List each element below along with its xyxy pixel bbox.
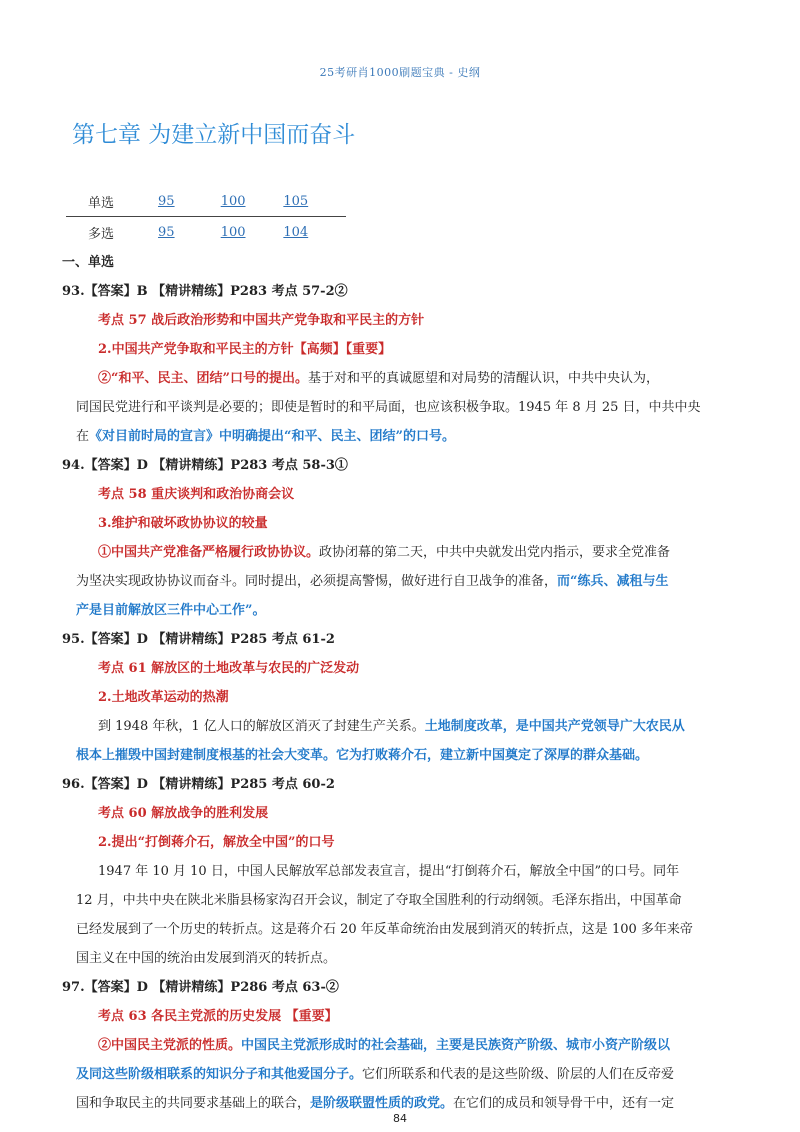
body-text: 它们所联系和代表的是这些阶级、阶层的人们在反帝爱	[362, 1067, 675, 1082]
paragraph-line	[76, 538, 726, 567]
main-content	[62, 248, 726, 1118]
page-link[interactable]: 105	[283, 193, 309, 209]
highlight-red: ②“和平、民主、团结”口号的提出。	[98, 371, 308, 386]
sub-heading: 2.土地改革运动的热潮	[98, 690, 229, 705]
body-text: 为坚决实现政协协议而奋斗。同时提出，必须提高警惕，做好进行自卫战争的准备，	[76, 574, 558, 589]
answer-line: 96.【答案】D 【精讲精练】P285 考点 60-2	[62, 777, 335, 792]
summary-table	[66, 186, 346, 247]
paragraph-line: 产是目前解放区三件中心工作”。	[76, 603, 266, 618]
body-text: 国和争取民主的共同要求基础上的联合，	[76, 1096, 311, 1111]
highlight-blue: 《对目前时局的宣言》中明确提出“和平、民主、团结”的口号。	[89, 429, 455, 444]
paragraph-line	[76, 567, 726, 596]
paragraph-line	[76, 422, 726, 451]
kaodian-heading: 考点 61 解放区的土地改革与农民的广泛发动	[98, 661, 360, 676]
sub-heading: 2.提出“打倒蒋介石，解放全中国”的口号	[98, 835, 335, 850]
page-header: 25考研肖1000刷题宝典 - 史纲	[319, 66, 481, 79]
body-text: 政协闭幕的第二天，中共中央就发出党内指示，要求全党准备	[319, 545, 671, 560]
highlight-blue: 及同这些阶级相联系的知识分子和其他爱国分子。	[76, 1067, 363, 1082]
table-row	[66, 186, 346, 217]
page-link[interactable]: 100	[220, 224, 246, 240]
highlight-blue: 而“练兵、减租与生	[557, 574, 669, 589]
kaodian-heading: 考点 63 各民主党派的历史发展 【重要】	[98, 1009, 338, 1024]
sub-heading: 2.中国共产党争取和平民主的方针【高频】【重要】	[98, 342, 392, 357]
kaodian-heading: 考点 58 重庆谈判和政治协商会议	[98, 487, 295, 502]
paragraph-line: 12 月，中共中央在陕北米脂县杨家沟召开会议，制定了夺取全国胜利的行动纲领。毛泽东指出，中国革命	[76, 893, 682, 908]
paragraph-line	[76, 712, 726, 741]
paragraph-line	[76, 1031, 726, 1060]
kaodian-heading: 考点 57 战后政治形势和中国共产党争取和平民主的方针	[98, 313, 425, 328]
row-label: 单选	[88, 195, 115, 211]
paragraph-line: 已经发展到了一个历史的转折点。这是蒋介石 20 年反革命统治由发展到消灭的转折点，这是 100 多年来帝	[76, 922, 693, 937]
page-link[interactable]: 95	[158, 224, 175, 240]
body-text: 在	[76, 429, 90, 444]
page-link[interactable]: 100	[220, 193, 246, 209]
body-text: 到 1948 年秋，1 亿人口的解放区消灭了封建生产关系。	[98, 719, 425, 734]
answer-line: 95.【答案】D 【精讲精练】P285 考点 61-2	[62, 632, 335, 647]
section-heading: 一、单选	[62, 255, 115, 270]
table-row	[66, 217, 346, 247]
sub-heading: 3.维护和破坏政协协议的较量	[98, 516, 268, 531]
highlight-red: ①中国共产党准备严格履行政协协议。	[98, 545, 320, 560]
answer-line: 93.【答案】B 【精讲精练】P283 考点 57-2②	[62, 284, 348, 299]
row-label: 多选	[88, 226, 115, 242]
paragraph-line	[76, 364, 726, 393]
paragraph-line	[76, 1060, 726, 1089]
paragraph-line: 1947 年 10 月 10 日，中国人民解放军总部发表宣言，提出“打倒蒋介石，解放全中国”的口号。同年	[98, 864, 680, 879]
highlight-red: ②中国民主党派的性质。	[98, 1038, 242, 1053]
answer-line: 94.【答案】D 【精讲精练】P283 考点 58-3①	[62, 458, 348, 473]
answer-line: 97.【答案】D 【精讲精练】P286 考点 63-②	[62, 980, 339, 995]
highlight-blue: 土地制度改革，是中国共产党领导广大农民从	[424, 719, 685, 734]
page-link[interactable]: 104	[283, 224, 309, 240]
body-text: 在它们的成员和领导骨干中，还有一定	[453, 1096, 675, 1111]
chapter-title: 第七章 为建立新中国而奋斗	[72, 122, 356, 148]
paragraph-line: 国主义在中国的统治由发展到消灭的转折点。	[76, 951, 337, 966]
body-text: 基于对和平的真诚愿望和对局势的清醒认识，中共中央认为，	[307, 371, 659, 386]
page-number: 84	[393, 1112, 407, 1125]
highlight-blue: 中国民主党派形成时的社会基础，主要是民族资产阶级、城市小资产阶级以	[241, 1038, 671, 1053]
paragraph-line: 根本上摧毁中国封建制度根基的社会大变革。它为打败蒋介石，建立新中国奠定了深厚的群众基础。	[76, 748, 649, 763]
paragraph-line: 同国民党进行和平谈判是必要的；即使是暂时的和平局面，也应该积极争取。1945 年 8 月 25 日，中共中央	[76, 400, 701, 415]
page-link[interactable]: 95	[158, 193, 175, 209]
kaodian-heading: 考点 60 解放战争的胜利发展	[98, 806, 269, 821]
highlight-blue: 是阶级联盟性质的政党。	[310, 1096, 454, 1111]
